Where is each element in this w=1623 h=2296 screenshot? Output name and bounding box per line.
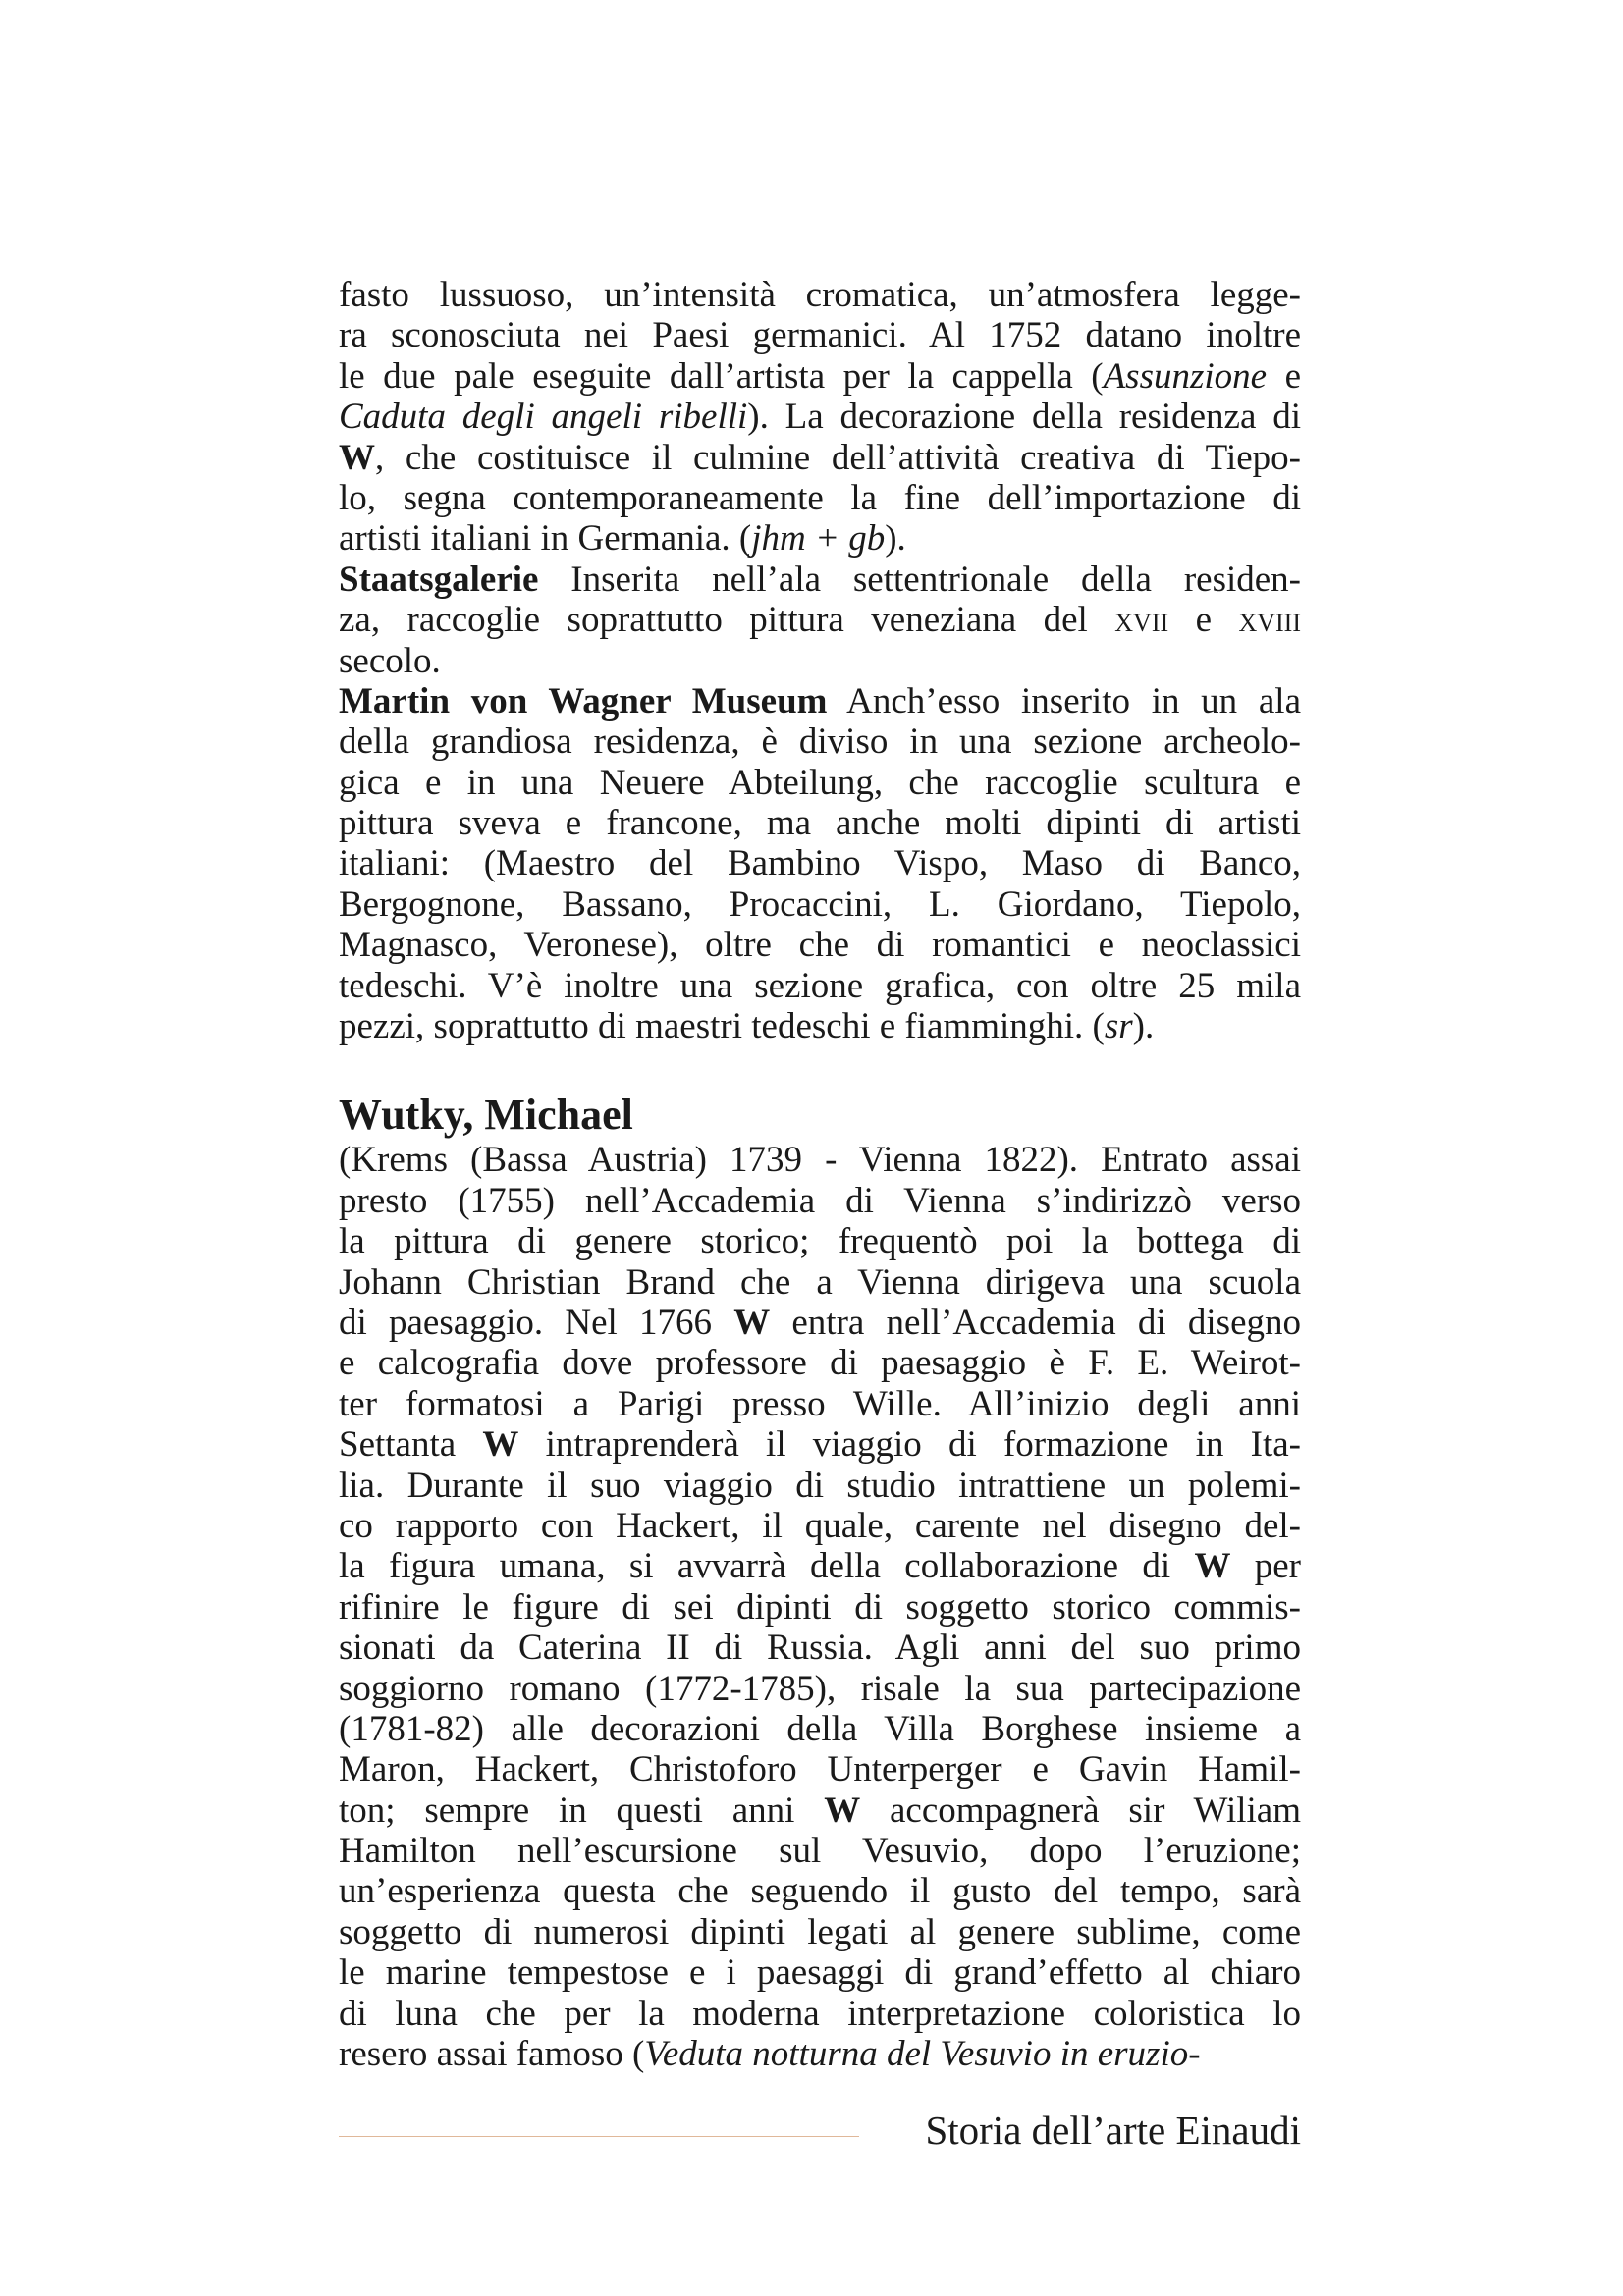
text-run: Hamilton nell’escursione sul Vesuvio, dopo l’eruzione;: [339, 1831, 1301, 1872]
text-run: Anch’esso inserito in un ala: [827, 680, 1301, 721]
text-run: Inserita nell’ala settentrionale della residen-: [538, 559, 1301, 600]
text-line: [339, 1221, 1301, 1261]
text-line: [339, 275, 1301, 315]
text-run: gica e in una Neuere Abteilung, che raccoglie scultura e: [339, 762, 1301, 803]
text-run: ). La decorazione della residenza di: [747, 397, 1301, 438]
text-run: di luna che per la moderna interpretazione coloristica lo: [339, 1993, 1301, 2034]
text-run: sionati da Caterina II di Russia. Agli anni del suo primo: [339, 1628, 1301, 1669]
text-line: [339, 1669, 1301, 1709]
text-run: entra nell’Accademia di disegno: [770, 1302, 1301, 1343]
text-line: [339, 1790, 1301, 1831]
text-line: [339, 478, 1301, 518]
text-run: e calcografia dove professore di paesaggio è F. E. Weirot-: [339, 1343, 1301, 1384]
text-run: pittura sveva e francone, ma anche molti dipinti di artisti: [339, 803, 1301, 844]
text-line: [339, 925, 1301, 965]
text-line: [339, 966, 1301, 1006]
text-run: lo, segna contemporaneamente la fine dell’importazione di: [339, 477, 1301, 518]
text-line: [339, 1466, 1301, 1506]
continuation-paragraph: [339, 275, 1301, 560]
italic-run: sr: [1104, 1006, 1133, 1047]
text-run: pezzi, soprattutto di maestri tedeschi e fiamminghi. (: [339, 1006, 1105, 1047]
text-run: (1781-82) alle decorazioni della Villa Borghese insieme a: [339, 1708, 1301, 1749]
text-line: [339, 1140, 1301, 1180]
text-run: za, raccoglie soprattutto pittura veneziana del: [339, 600, 1115, 641]
text-run: ).: [885, 518, 906, 560]
text-run: e: [1168, 600, 1239, 641]
footer-title: Storia dell’arte Einaudi: [925, 2108, 1301, 2153]
bold-run: Staatsgalerie: [339, 559, 539, 600]
text-run: soggiorno romano (1772-1785), risale la sua partecipazione: [339, 1668, 1301, 1709]
text-line: [339, 1587, 1301, 1628]
text-run: rifinire le figure di sei dipinti di soggetto storico commis-: [339, 1586, 1301, 1628]
text-run: ter formatosi a Parigi presso Wille. All’inizio degli anni: [339, 1383, 1301, 1424]
text-line: [339, 1871, 1301, 1911]
text-line: [339, 843, 1301, 883]
text-line: [339, 1424, 1301, 1465]
text-line: [339, 438, 1301, 478]
entry-title: Wutky, Michael: [339, 1091, 633, 1140]
smallcaps-run: xviii: [1238, 600, 1301, 641]
smallcaps-run: xvii: [1114, 600, 1169, 641]
text-line: [339, 315, 1301, 355]
text-run: soggetto di numerosi dipinti legati al genere sublime, come: [339, 1911, 1301, 1952]
text-run: secolo.: [339, 640, 441, 681]
text-line: [339, 763, 1301, 803]
text-run: Maron, Hackert, Christoforo Unterperger e Gavin Hamil-: [339, 1749, 1301, 1790]
text-run: Johann Christian Brand che a Vienna dirigeva una scuola: [339, 1261, 1301, 1303]
italic-run: jhm + gb: [751, 518, 886, 560]
text-run: fasto lussuoso, un’intensità cromatica, un’atmosfera legge-: [339, 275, 1301, 315]
text-run: (Krems (Bassa Austria) 1739 - Vienna 1822). Entrato assai: [339, 1140, 1301, 1181]
text-line: [339, 1303, 1301, 1343]
text-run: italiani: (Maestro del Bambino Vispo, Maso di Banco,: [339, 843, 1301, 884]
text-line: [339, 1262, 1301, 1303]
text-run: per: [1230, 1546, 1302, 1587]
staatsgalerie-paragraph: [339, 560, 1301, 681]
text-run: un’esperienza questa che seguendo il gusto del tempo, sarà: [339, 1871, 1301, 1912]
bold-run: W: [482, 1424, 519, 1466]
text-run: ).: [1132, 1006, 1155, 1047]
text-run: le marine tempestose e i paesaggi di grand’effetto al chiaro: [339, 1952, 1301, 1994]
text-line: [339, 1006, 1301, 1046]
bold-run: W: [824, 1789, 861, 1831]
text-line: [339, 681, 1301, 721]
bold-run: W: [1194, 1546, 1231, 1587]
italic-run: Veduta notturna del Vesuvio in eruzio-: [644, 2034, 1201, 2075]
text-run: co rapporto con Hackert, il quale, carente nel disegno del-: [339, 1505, 1301, 1546]
page-body: [339, 275, 1301, 2074]
text-run: e: [1267, 355, 1301, 397]
text-line: [339, 884, 1301, 925]
text-line: [339, 560, 1301, 600]
text-line: [339, 1749, 1301, 1789]
entry-paragraph: [339, 1140, 1301, 2074]
text-line: [339, 397, 1301, 437]
text-line: [339, 1506, 1301, 1546]
bold-run: Martin von Wagner Museum: [339, 680, 828, 721]
text-run: lia. Durante il suo viaggio di studio intrattiene un polemi-: [339, 1465, 1301, 1506]
text-line: [339, 356, 1301, 397]
text-line: [339, 1709, 1301, 1749]
text-run: intraprenderà il viaggio di formazione in Ita-: [518, 1424, 1301, 1466]
text-run: della grandiosa residenza, è diviso in una sezione archeolo-: [339, 721, 1301, 763]
text-line: [339, 2034, 1301, 2074]
text-line: [339, 1912, 1301, 1952]
text-run: tedeschi. V’è inoltre una sezione grafica, con oltre 25 mila: [339, 965, 1301, 1006]
text-run: Settanta: [339, 1424, 483, 1466]
text-line: [339, 1952, 1301, 1993]
text-run: resero assai famoso (: [339, 2034, 645, 2075]
footer-rule: [339, 2136, 859, 2137]
text-run: Bergognone, Bassano, Procaccini, L. Giordano, Tiepolo,: [339, 883, 1301, 925]
italic-run: Assunzione: [1103, 355, 1268, 397]
text-line: [339, 600, 1301, 640]
text-line: [339, 1546, 1301, 1586]
italic-run: Caduta degli angeli ribelli: [339, 397, 748, 438]
text-run: la figura umana, si avvarrà della collaborazione di: [339, 1546, 1195, 1587]
text-line: [339, 518, 1301, 559]
text-line: [339, 1994, 1301, 2034]
text-run: di paesaggio. Nel 1766: [339, 1302, 734, 1343]
text-line: [339, 803, 1301, 843]
text-run: ra sconosciuta nei Paesi germanici. Al 1752 datano inoltre: [339, 315, 1301, 356]
text-run: artisti italiani in Germania. (: [339, 518, 752, 560]
text-line: [339, 1343, 1301, 1383]
text-line: [339, 1384, 1301, 1424]
text-line: [339, 1831, 1301, 1871]
text-line: [339, 1628, 1301, 1668]
text-run: presto (1755) nell’Accademia di Vienna s’indirizzò verso: [339, 1180, 1301, 1221]
text-line: [339, 641, 1301, 681]
text-line: [339, 1181, 1301, 1221]
text-run: la pittura di genere storico; frequentò poi la bottega di: [339, 1221, 1301, 1262]
text-run: , che costituisce il culmine dell’attività creativa di Tiepo-: [375, 437, 1301, 478]
text-run: accompagnerà sir Wiliam: [860, 1789, 1301, 1831]
text-run: Magnasco, Veronese), oltre che di romantici e neoclassici: [339, 925, 1301, 966]
museum-paragraph: [339, 681, 1301, 1047]
bold-run: W: [733, 1302, 771, 1343]
page-footer: [339, 2101, 1301, 2160]
text-run: le due pale eseguite dall’artista per la cappella (: [339, 355, 1104, 397]
text-line: [339, 721, 1301, 762]
text-run: ton; sempre in questi anni: [339, 1789, 825, 1831]
bold-run: W: [339, 437, 375, 478]
